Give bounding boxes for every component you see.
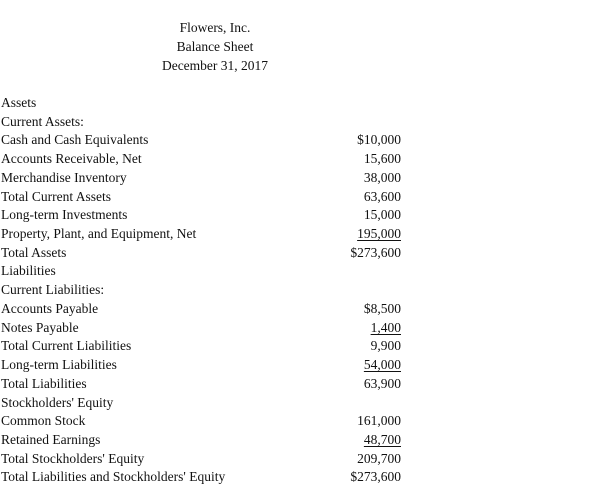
line-item-label: Total Current Liabilities <box>1 338 132 354</box>
line-item <box>1 281 421 300</box>
line-item <box>1 169 421 188</box>
line-item-amount: 9,900 <box>370 338 401 354</box>
line-item-amount: 195,000 <box>357 226 401 242</box>
company-name: Flowers, Inc. <box>179 20 251 35</box>
line-item-amount: $10,000 <box>357 132 401 148</box>
line-item-label: Cash and Cash Equivalents <box>1 132 149 148</box>
line-item <box>1 337 421 356</box>
line-item-amount: 38,000 <box>363 169 401 185</box>
line-item-label: Current Liabilities: <box>1 282 105 298</box>
line-item-label: Long-term Liabilities <box>1 357 117 373</box>
line-item-label: Assets <box>1 95 37 110</box>
line-item <box>1 94 421 113</box>
line-item <box>1 131 421 150</box>
line-item-label: Long-term Investments <box>1 207 128 223</box>
line-item-label: Retained Earnings <box>1 431 101 447</box>
line-item-label: Accounts Receivable, Net <box>1 151 142 167</box>
line-item-label: Total Assets <box>1 244 67 260</box>
line-item <box>1 206 421 225</box>
line-item-label: Total Stockholders' Equity <box>1 450 145 466</box>
statement-title: Balance Sheet <box>176 39 254 54</box>
line-item-amount: 15,000 <box>363 207 401 223</box>
line-item-label: Common Stock <box>1 413 86 429</box>
line-item <box>1 113 421 132</box>
line-item <box>1 262 421 281</box>
balance-sheet-lines <box>1 94 421 487</box>
line-item <box>1 356 421 375</box>
statement-header <box>0 18 430 75</box>
line-item <box>1 431 421 450</box>
line-item <box>1 468 421 487</box>
line-item-label: Stockholders' Equity <box>1 394 114 410</box>
line-item-label: Liabilities <box>1 263 56 279</box>
line-item <box>1 394 421 413</box>
line-item-amount: $273,600 <box>350 469 401 485</box>
line-item <box>1 412 421 431</box>
line-item-amount: $273,600 <box>350 244 401 260</box>
line-item-amount: 1,400 <box>370 319 401 335</box>
line-item-amount: 63,900 <box>363 375 401 391</box>
line-item-label: Total Liabilities <box>1 375 87 391</box>
line-item-label: Notes Payable <box>1 319 79 335</box>
line-item-label: Merchandise Inventory <box>1 169 127 185</box>
line-item-label: Property, Plant, and Equipment, Net <box>1 226 197 242</box>
line-item <box>1 450 421 469</box>
line-item-amount: $8,500 <box>363 300 401 316</box>
line-item-amount: 63,600 <box>363 188 401 204</box>
line-item <box>1 225 421 244</box>
line-item-amount: 161,000 <box>357 413 401 429</box>
line-item-amount: 48,700 <box>363 431 401 447</box>
line-item <box>1 244 421 263</box>
line-item-amount: 209,700 <box>357 450 401 466</box>
line-item <box>1 150 421 169</box>
line-item <box>1 319 421 338</box>
line-item-amount: 15,600 <box>363 151 401 167</box>
line-item <box>1 300 421 319</box>
line-item-label: Total Current Assets <box>1 188 112 204</box>
line-item-label: Total Liabilities and Stockholders' Equity <box>1 469 226 485</box>
statement-date: December 31, 2017 <box>161 58 269 73</box>
line-item-label: Current Assets: <box>1 113 84 129</box>
line-item-amount: 54,000 <box>363 357 401 373</box>
line-item <box>1 375 421 394</box>
line-item <box>1 188 421 207</box>
line-item-label: Accounts Payable <box>1 300 99 316</box>
